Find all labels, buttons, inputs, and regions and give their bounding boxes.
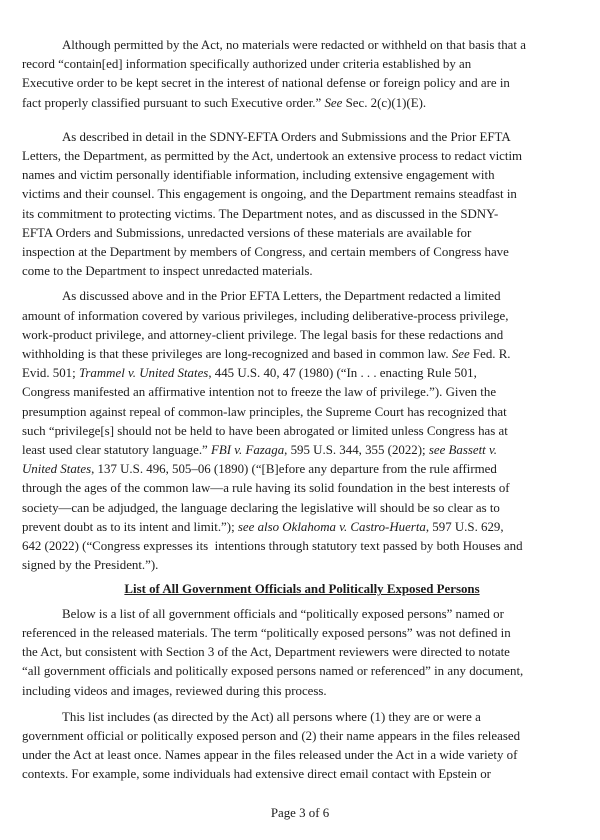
- text-run: prevent doubt as to its intent and limit.”);: [22, 519, 238, 534]
- italic-text-run: See: [324, 95, 343, 110]
- text-run: fact properly classified pursuant to such Executive order.”: [22, 95, 325, 110]
- text-run: including videos and images, reviewed during this process.: [22, 683, 327, 698]
- text-run: , 595 U.S. 344, 355 (2022);: [284, 443, 429, 458]
- text-run: amount of information covered by various privileges, including deliberative-process privilege,: [22, 308, 509, 323]
- text-run: withholding is that these privileges are long-recognized and based in common law.: [22, 347, 452, 362]
- text-line: [22, 556, 582, 575]
- text-line: [22, 727, 582, 746]
- text-line: [22, 307, 582, 326]
- text-run: Although permitted by the Act, no materials were redacted or withheld on that basis that a: [62, 38, 526, 52]
- text-line: [22, 205, 582, 224]
- italic-text-run: Trammel v. United States: [78, 366, 209, 381]
- text-line: [22, 662, 582, 681]
- text-line: [22, 262, 582, 281]
- text-run: 642 (2022) (“Congress expresses its intentions through statutory text passed by both Houses and: [22, 539, 523, 554]
- section-heading-government-officials-list: List of All Government Officials and Politically Exposed Persons: [124, 582, 480, 597]
- text-run: society—can be adjudged, the language declaring the legislative will should be so clear as to: [22, 500, 500, 515]
- text-line: [22, 74, 582, 93]
- text-run: through the ages of the common law—a rule having its solid foundation in the best interests of: [22, 481, 510, 496]
- text-run: , 445 U.S. 40, 47 (1980) (“In . . . enacting Rule 501,: [208, 366, 477, 381]
- text-line: [22, 624, 582, 643]
- text-run: government official or politically exposed person and (2) their name appears in the files released: [22, 728, 521, 743]
- text-line: [22, 708, 582, 727]
- text-run: Fed. R.: [469, 347, 511, 362]
- text-line: [22, 499, 582, 518]
- text-line: [22, 287, 582, 306]
- italic-text-run: FBI v. Fazaga: [211, 443, 285, 458]
- text-line: [22, 403, 582, 422]
- text-run: “all government officials and politically exposed persons named or referenced” in any document,: [22, 664, 524, 679]
- text-line: [22, 94, 582, 113]
- text-run: least used clear statutory language.”: [22, 443, 211, 458]
- text-run: , 597 U.S. 629,: [425, 519, 504, 534]
- text-run: Below is a list of all government officials and “politically exposed persons” named or: [62, 606, 504, 621]
- text-line: [22, 460, 582, 479]
- paragraph-privilege-redactions: [22, 287, 582, 575]
- paragraph-classification-basis: [22, 36, 582, 113]
- text-run: As discussed above and in the Prior EFTA Letters, the Department redacted a limited: [62, 289, 501, 304]
- italic-text-run: see also Oklahoma v. Castro-Huerta: [237, 519, 426, 534]
- text-line: [22, 185, 582, 204]
- text-run: its commitment to protecting victims. The Department notes, and as discussed in the SDNY-: [22, 206, 499, 221]
- text-line: [22, 147, 582, 166]
- text-run: Executive order to be kept secret in the interest of national defense or foreign policy and are in: [22, 76, 510, 91]
- italic-text-run: See: [451, 347, 470, 362]
- text-line: [22, 36, 582, 55]
- page-number-footer: Page 3 of 6: [270, 806, 330, 820]
- text-line: [22, 55, 582, 74]
- text-line: [22, 364, 582, 383]
- text-line: [22, 682, 582, 701]
- text-line: [22, 326, 582, 345]
- text-run: under the Act at least once. Names appear in the files released under the Act in a wide variety of: [22, 748, 518, 763]
- text-line: [22, 243, 582, 262]
- text-run: signed by the President.”).: [22, 558, 159, 573]
- text-line: [22, 479, 582, 498]
- text-line: [22, 345, 582, 364]
- paragraph-list-criteria: [22, 708, 582, 785]
- text-line: [22, 441, 582, 460]
- text-run: names and victim personally identifiable information, including extensive engagement with: [22, 168, 495, 183]
- paragraph-victim-redactions: [22, 128, 582, 282]
- text-line: [22, 224, 582, 243]
- text-run: inspection at the Department by members of Congress, and certain members of Congress have: [22, 245, 509, 260]
- text-run: record “contain[ed] information specifically authorized under criteria established by an: [22, 57, 472, 72]
- text-run: , 137 U.S. 496, 505–06 (1890) (“[B]efore any departure from the rule affirmed: [91, 462, 497, 477]
- text-run: presumption against repeal of common-law principles, the Supreme Court has recognized that: [22, 404, 507, 419]
- text-run: work-product privilege, and attorney-client privilege. The legal basis for these redactions and: [22, 327, 504, 342]
- text-line: [22, 166, 582, 185]
- text-run: such “privilege[s] should not be held to have been abrogated or limited unless Congress has at: [22, 423, 508, 438]
- text-run: come to the Department to inspect unredacted materials.: [22, 264, 313, 279]
- text-line: [22, 605, 582, 624]
- text-line: [22, 422, 582, 441]
- italic-text-run: United States: [22, 462, 92, 477]
- text-run: Evid. 501;: [22, 366, 79, 381]
- text-line: [22, 746, 582, 765]
- text-run: Congress manifested an affirmative intention not to freeze the law of privilege.”). Given the: [22, 385, 497, 400]
- text-line: [22, 383, 582, 402]
- text-run: Letters, the Department, as permitted by the Act, undertook an extensive process to redact victim: [22, 149, 523, 164]
- text-line: [22, 518, 582, 537]
- text-run: referenced in the released materials. The term “politically exposed persons” was not defined in: [22, 625, 511, 640]
- document-body: [22, 36, 582, 785]
- text-run: contexts. For example, some individuals had extensive direct email contact with Epstein or: [22, 767, 491, 782]
- text-run: As described in detail in the SDNY-EFTA Orders and Submissions and the Prior EFTA: [62, 129, 511, 144]
- text-line: [22, 537, 582, 556]
- text-run: the Act, but consistent with Section 3 of the Act, Department reviewers were directed to notate: [22, 645, 510, 660]
- italic-text-run: see Bassett v.: [428, 443, 497, 458]
- text-line: [22, 765, 582, 784]
- text-run: Sec. 2(c)(1)(E).: [342, 95, 427, 110]
- text-run: This list includes (as directed by the Act) all persons where (1) they are or were a: [62, 709, 481, 724]
- paragraph-list-description: [22, 605, 582, 701]
- text-run: victims and their counsel. This engagement is ongoing, and the Department remains steadfast in: [22, 187, 517, 202]
- text-line: [22, 643, 582, 662]
- text-line: [22, 128, 582, 147]
- text-run: EFTA Orders and Submissions, unredacted versions of these materials are available for: [22, 225, 472, 240]
